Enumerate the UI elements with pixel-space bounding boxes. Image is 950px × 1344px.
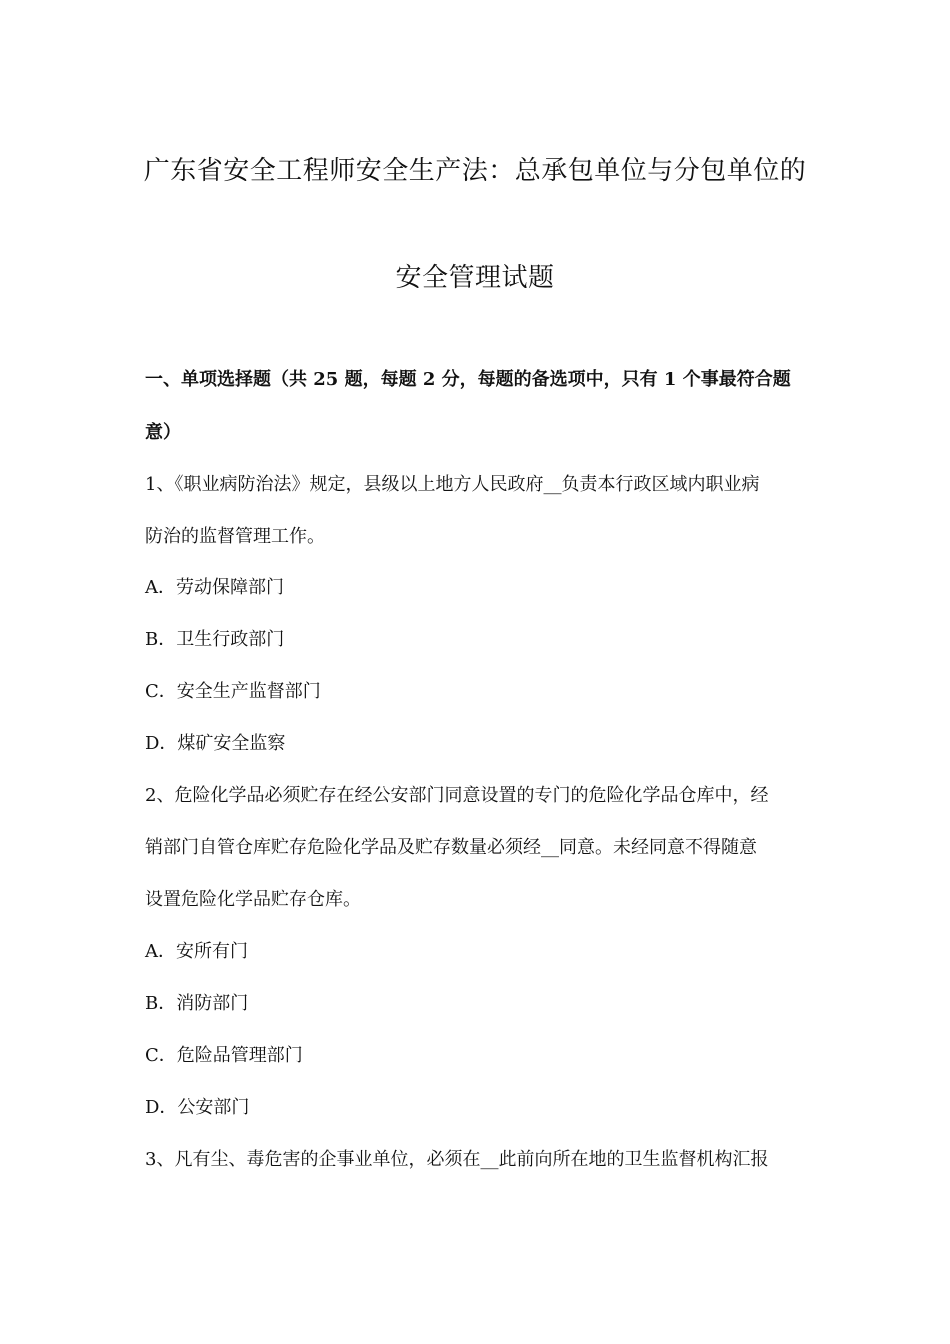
- question-1-option-c: C．安全生产监督部门: [145, 681, 321, 702]
- question-2-stem-line-1: 2、危险化学品必须贮存在经公安部门同意设置的专门的危险化学品仓库中，经: [145, 785, 769, 806]
- question-2-option-a: A．安所有门: [145, 941, 248, 962]
- question-1-stem-line-2: 防治的监督管理工作。: [145, 526, 325, 547]
- document-title-line-2: 安全管理试题: [395, 263, 555, 293]
- question-1-stem-line-1: 1、《职业病防治法》规定，县级以上地方人民政府__负责本行政区域内职业病: [145, 474, 760, 495]
- section-heading-line-2: 意）: [145, 422, 181, 443]
- document-title-line-1: 广东省安全工程师安全生产法：总承包单位与分包单位的: [143, 156, 807, 186]
- question-2-stem-line-2: 销部门自管仓库贮存危险化学品及贮存数量必须经__同意。未经同意不得随意: [145, 837, 757, 858]
- question-2-option-c: C．危险品管理部门: [145, 1045, 303, 1066]
- question-3-stem-line-1: 3、凡有尘、毒危害的企事业单位，必须在__此前向所在地的卫生监督机构汇报: [145, 1149, 769, 1170]
- section-heading-line-1: 一、单项选择题（共 25 题，每题 2 分，每题的备选项中，只有 1 个事最符合题: [145, 369, 791, 390]
- question-2-option-d: D．公安部门: [145, 1097, 250, 1118]
- question-1-option-a: A．劳动保障部门: [145, 577, 284, 598]
- question-1-option-d: D．煤矿安全监察: [145, 733, 286, 754]
- question-2-stem-line-3: 设置危险化学品贮存仓库。: [145, 889, 361, 910]
- question-2-option-b: B．消防部门: [145, 993, 249, 1014]
- question-1-option-b: B．卫生行政部门: [145, 629, 285, 650]
